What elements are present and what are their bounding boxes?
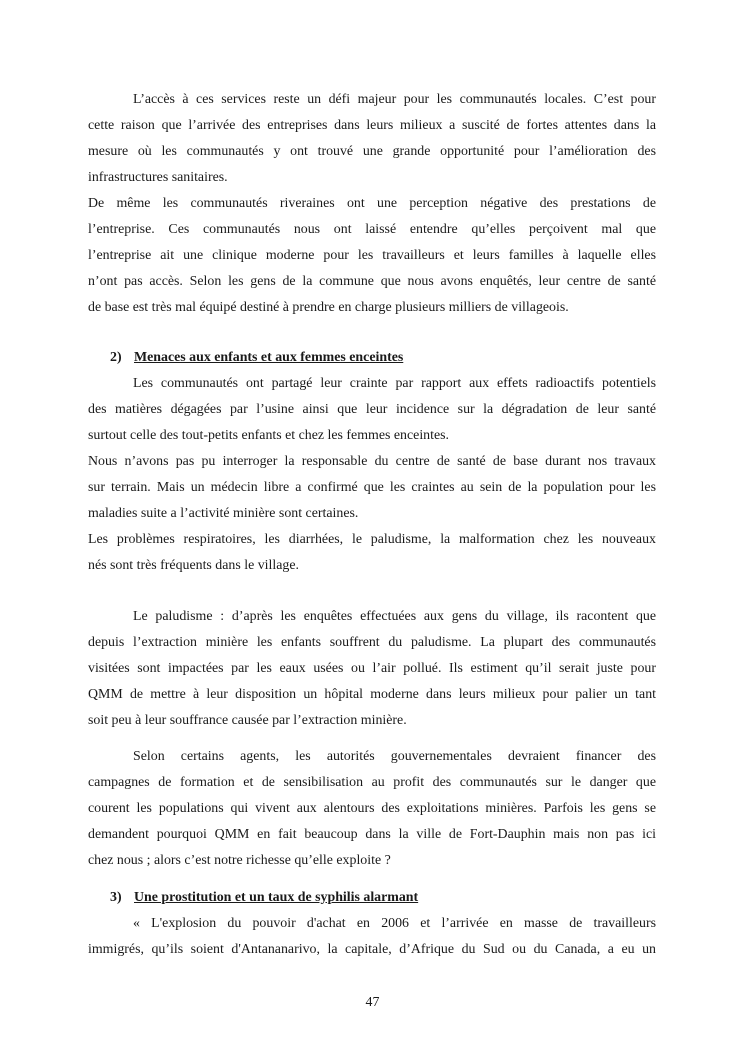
heading-title: Menaces aux enfants et aux femmes enceintes (134, 350, 404, 365)
paragraph-line: depuis l’extraction minière les enfants souffrent du paludisme. La plupart des communautés (88, 635, 656, 650)
paragraph-line: De même les communautés riveraines ont une perception négative des prestations de (88, 196, 656, 211)
paragraph-line: campagnes de formation et de sensibilisation au profit des communautés sur le danger que (88, 775, 656, 790)
paragraph-line: Les communautés ont partagé leur crainte par rapport aux effets radioactifs potentiels (133, 376, 656, 391)
paragraph-line: demandent pourquoi QMM en fait beaucoup dans la ville de Fort-Dauphin mais non pas ici (88, 827, 656, 842)
paragraph-line: chez nous ; alors c’est notre richesse qu’elle exploite ? (88, 853, 391, 868)
paragraph-line: sur terrain. Mais un médecin libre a confirmé que les craintes au sein de la population pour les (88, 480, 656, 495)
paragraph-line: Le paludisme : d’après les enquêtes effectuées aux gens du village, ils racontent que (133, 609, 656, 624)
heading-number: 2) (110, 350, 122, 365)
section-heading-2 (110, 345, 403, 371)
paragraph-line: QMM de mettre à leur disposition un hôpital moderne dans leurs milieux pour palier un tant (88, 687, 656, 702)
paragraph-line: n’ont pas accès. Selon les gens de la commune que nous avons enquêtés, leur centre de santé (88, 274, 656, 289)
paragraph-line: soit peu à leur souffrance causée par l’extraction minière. (88, 713, 407, 728)
paragraph-line: l’entreprise ait une clinique moderne pour les travailleurs et leurs familles à laquelle elles (88, 248, 656, 263)
paragraph-line: courent les populations qui vivent aux alentours des exploitations minières. Parfois les gens se (88, 801, 656, 816)
heading-title: Une prostitution et un taux de syphilis alarmant (134, 890, 419, 905)
paragraph-line: nés sont très fréquents dans le village. (88, 558, 300, 573)
paragraph-line: l’entreprise. Ces communautés nous ont laissé entendre qu’elles perçoivent mal que (88, 222, 656, 237)
section-heading-3 (110, 885, 418, 911)
paragraph-line: mesure où les communautés y ont trouvé une grande opportunité pour l’amélioration des (88, 144, 656, 159)
paragraph-line: infrastructures sanitaires. (88, 170, 228, 185)
paragraph-line: surtout celle des tout-petits enfants et chez les femmes enceintes. (88, 428, 450, 443)
paragraph-line: visitées sont impactées par les eaux usées ou l’air pollué. Ils estiment qu’il serait juste pour (88, 661, 656, 676)
paragraph-line: Nous n’avons pas pu interroger la responsable du centre de santé de base durant nos travaux (88, 454, 656, 469)
paragraph-line: maladies suite a l’activité minière sont certaines. (88, 506, 359, 521)
paragraph-line: des matières dégagées par l’usine ainsi que leur incidence sur la dégradation de leur santé (88, 402, 656, 417)
paragraph-line: Selon certains agents, les autorités gouvernementales devraient financer des (133, 749, 656, 764)
heading-number: 3) (110, 890, 122, 905)
paragraph-line: cette raison que l’arrivée des entreprises dans leurs milieux a suscité de fortes attentes dans la (88, 118, 656, 133)
paragraph-line: de base est très mal équipé destiné à prendre en charge plusieurs milliers de villageois. (88, 300, 569, 315)
paragraph-line: immigrés, qu’ils soient d'Antananarivo, la capitale, d’Afrique du Sud ou du Canada, a eu un (88, 942, 656, 957)
paragraph-line: « L'explosion du pouvoir d'achat en 2006 et l’arrivée en masse de travailleurs (133, 916, 656, 931)
paragraph-line: Les problèmes respiratoires, les diarrhées, le paludisme, la malformation chez les nouveaux (88, 532, 656, 547)
page-number: 47 (365, 995, 380, 1010)
paragraph-line: L’accès à ces services reste un défi majeur pour les communautés locales. C’est pour (133, 92, 656, 107)
